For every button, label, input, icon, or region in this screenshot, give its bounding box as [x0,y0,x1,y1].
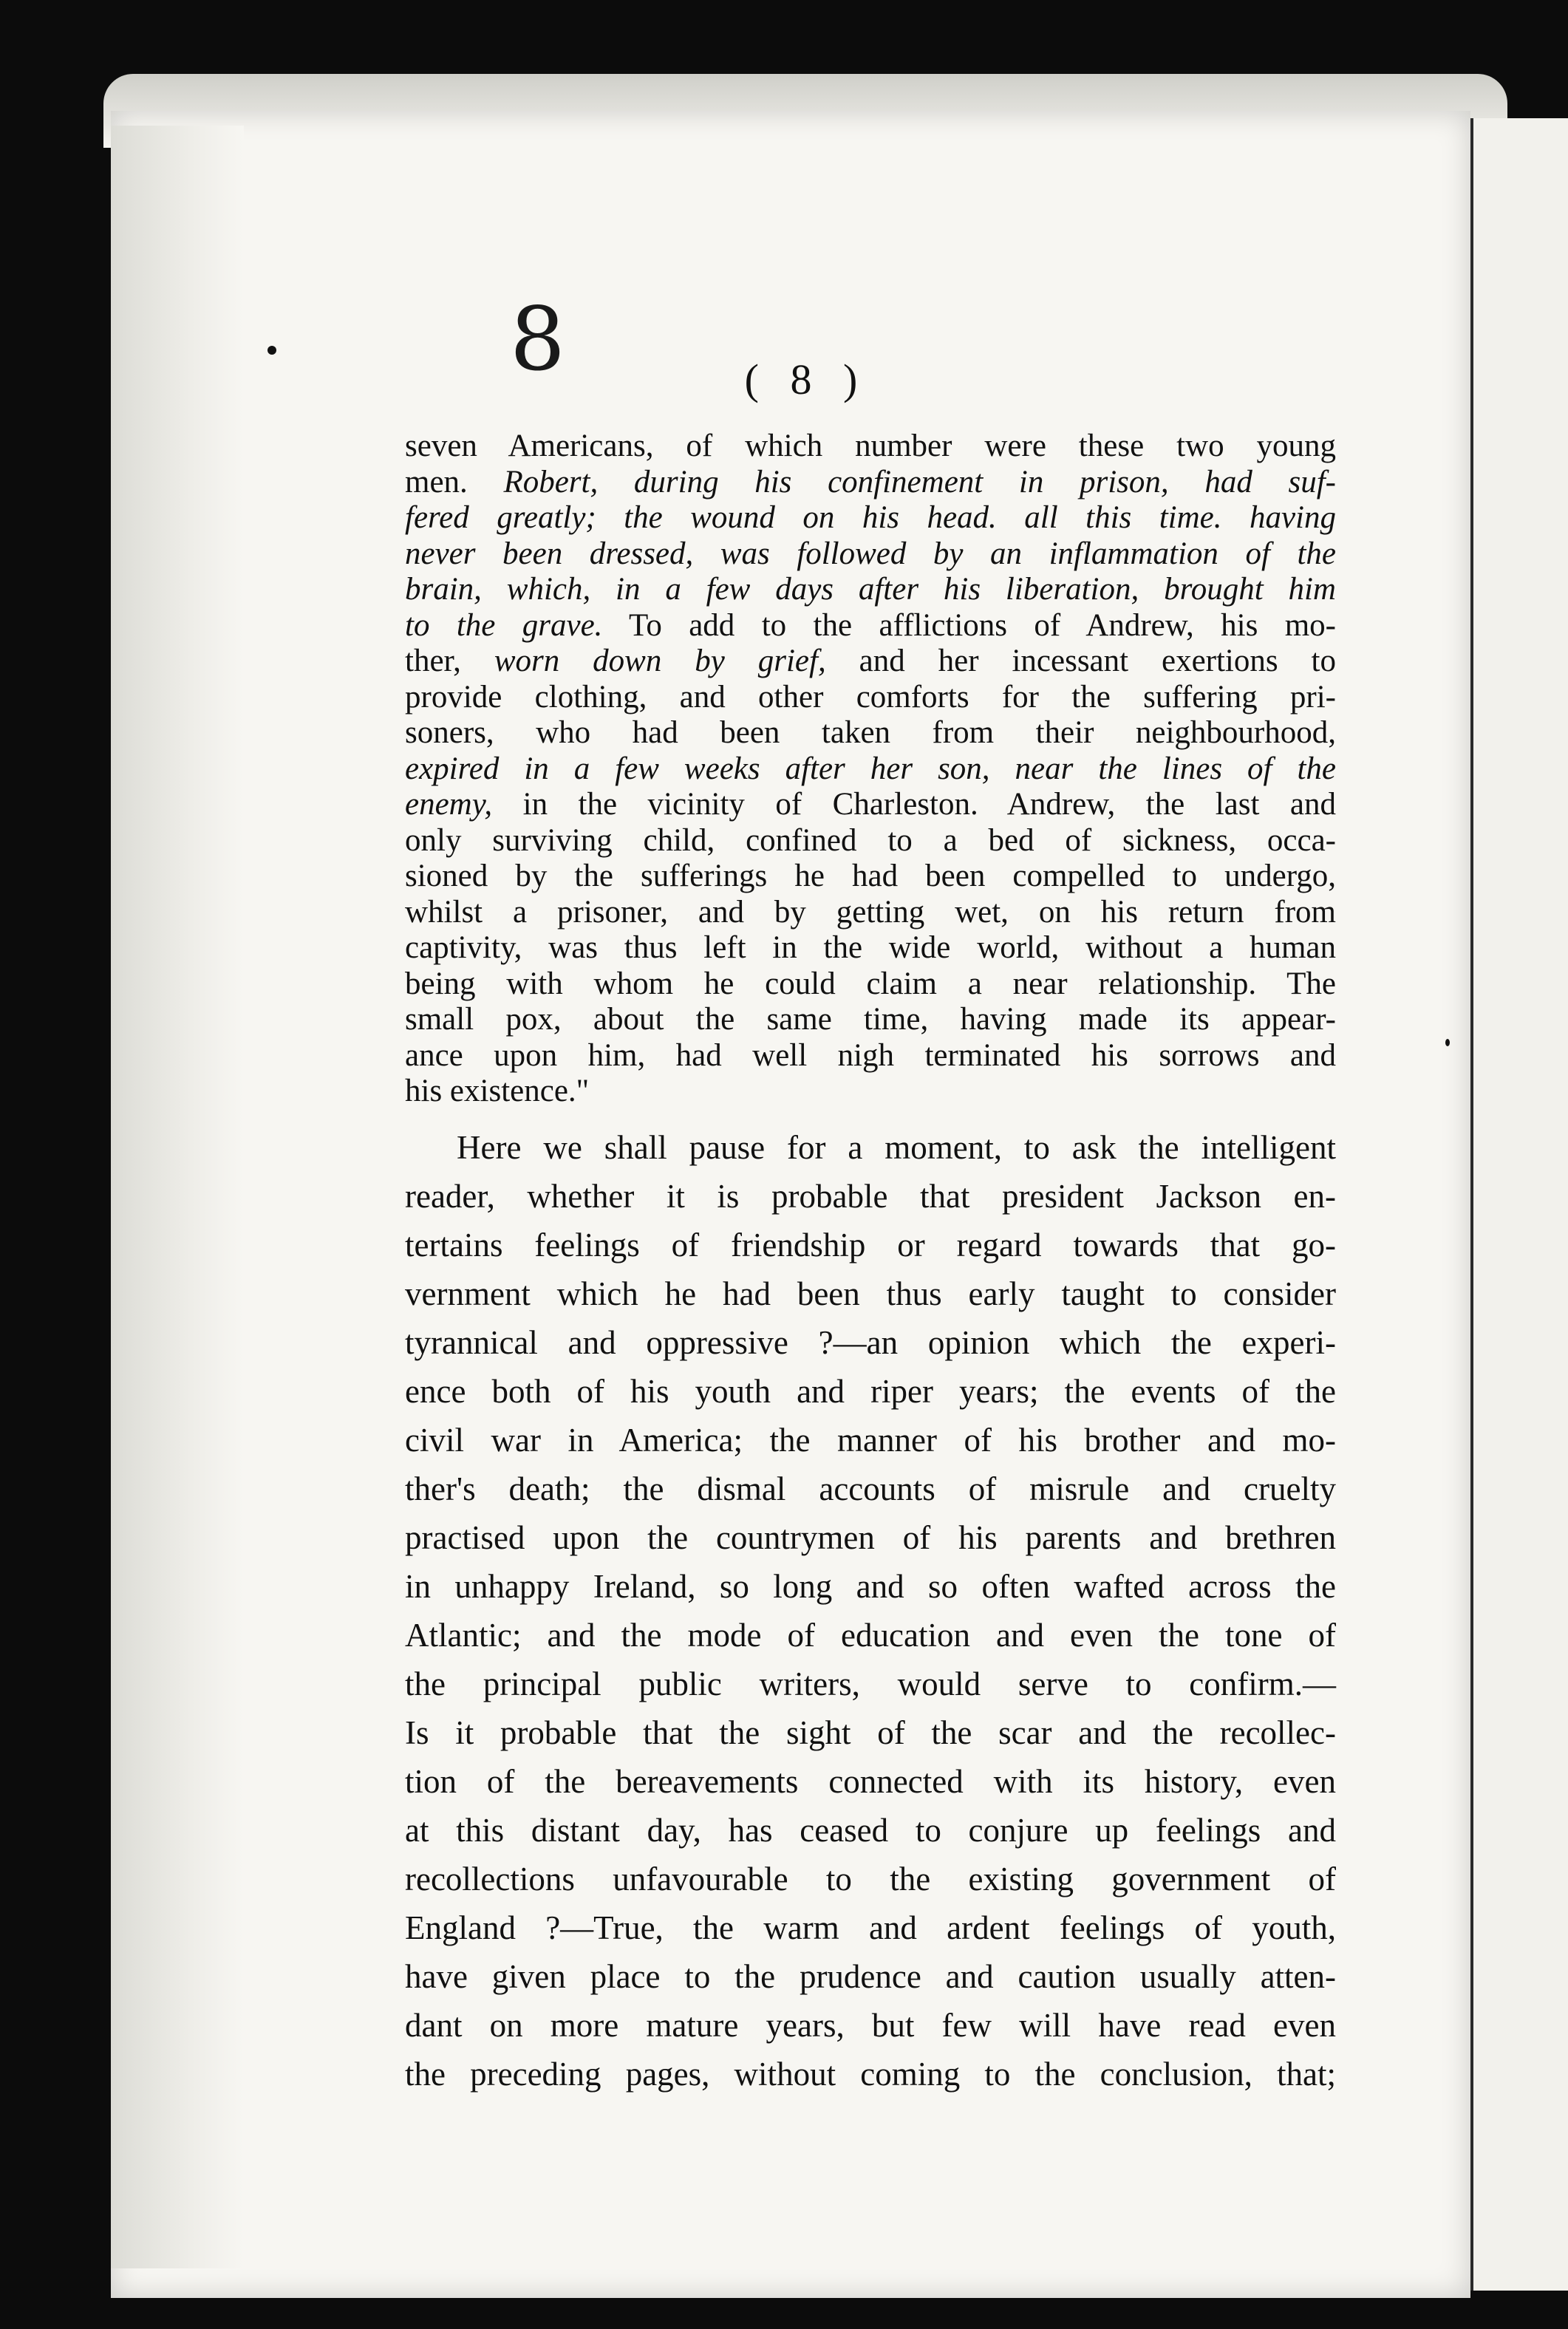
facing-page-edge [1470,118,1568,2291]
ink-speck [267,346,276,355]
text-line [405,823,1336,859]
text-segment: whilst a prisoner, and by getting wet, on his return from [405,894,1336,930]
text-line: at this distant day, has ceased to conjure up feelings and [405,1811,1336,1849]
text-line [405,751,1336,788]
text-line: have given place to the prudence and caution usually atten- [405,1957,1336,1995]
text-line: ence both of his youth and riper years; the events of the [405,1372,1336,1410]
text-line: England ?—True, the warm and ardent feelings of youth, [405,1909,1336,1946]
text-segment: seven Americans, of which number were these two young [405,429,1336,463]
text-line: Is it probable that the sight of the scar and the recollec- [405,1713,1336,1751]
page-left-edge [111,126,244,2268]
text-line [405,680,1336,716]
text-line [405,500,1336,536]
text-segment: only surviving child, confined to a bed of sickness, occa- [405,822,1336,858]
text-line: recollections unfavourable to the existing government of [405,1860,1336,1897]
text-line [405,465,1336,501]
text-line [405,572,1336,608]
text-segment: in the vicinity of Charleston. Andrew, the last and [492,787,1336,822]
handwritten-page-number: 8 [510,288,566,390]
text-segment: soners, who had been taken from their neighbourhood, [405,715,1336,750]
text-line [405,966,1336,1003]
text-segment: being with whom he could claim a near relationship. The [405,966,1336,1001]
text-segment: Robert, during his confinement in prison, had suf- [503,464,1336,499]
text-line: ther's death; the dismal accounts of misrule and cruelty [405,1470,1336,1507]
paragraph-2 [405,1123,1336,2098]
text-line: Here we shall pause for a moment, to ask the intelligent [457,1128,1336,1166]
text-segment: provide clothing, and other comforts for the suffering pri- [405,679,1336,715]
text-segment: sioned by the sufferings he had been compelled to undergo, [405,859,1336,893]
text-line [405,930,1336,966]
text-line: civil war in America; the manner of his brother and mo- [405,1421,1336,1459]
text-segment: men. [405,464,504,499]
text-segment: his existence." [405,1074,590,1108]
text-line [405,895,1336,931]
paragraph-1 [405,429,1336,1110]
text-line: the preceding pages, without coming to the conclusion, that; [405,2055,1336,2093]
body-text [405,429,1336,2098]
text-line [405,608,1336,644]
text-segment: expired in a few weeks after her son, near the lines of the [405,751,1336,786]
text-segment: worn down by grief, [494,644,826,678]
text-segment: ance upon him, had well nigh terminated his sorrows and [405,1037,1336,1073]
printed-page-number: ( 8 ) [744,355,868,403]
text-segment: To add to the afflictions of Andrew, his mo- [602,607,1336,643]
text-line: practised upon the countrymen of his parents and brethren [405,1518,1336,1556]
text-line [405,1038,1336,1074]
text-segment: brain, which, in a few days after his liberation, brought him [405,572,1336,607]
text-line: tyrannical and oppressive ?—an opinion which the experi- [405,1323,1336,1361]
text-line [405,787,1336,823]
text-line [405,1002,1336,1038]
text-line: Atlantic; and the mode of education and even the tone of [405,1616,1336,1654]
text-line [405,644,1336,680]
text-segment: fered greatly; the wound on his head. all this time. having [405,500,1336,535]
text-line [405,536,1336,573]
ink-speck [1445,1039,1450,1046]
text-segment: small pox, about the same time, having made its appear- [405,1002,1336,1037]
text-line: the principal public writers, would serve to confirm.— [405,1665,1336,1702]
text-line [405,715,1336,751]
text-line: dant on more mature years, but few will have read even [405,2006,1336,2044]
text-line [405,859,1336,895]
text-segment: captivity, was thus left in the wide world, without a human [405,930,1336,965]
text-segment: enemy, [405,787,493,822]
text-segment: never been dressed, was followed by an inflammation of the [405,536,1336,571]
text-line [405,429,1336,465]
text-line [405,1074,1336,1110]
text-segment: to the grave. [405,607,603,643]
text-line: reader, whether it is probable that president Jackson en- [405,1177,1336,1215]
text-line: tion of the bereavements connected with its history, even [405,1762,1336,1800]
text-line: in unhappy Ireland, so long and so often wafted across the [405,1567,1336,1605]
text-line: vernment which he had been thus early taught to consider [405,1275,1336,1312]
text-line: tertains feelings of friendship or regard towards that go- [405,1226,1336,1264]
text-segment: ther, [405,644,494,678]
text-segment: and her incessant exertions to [825,644,1336,678]
